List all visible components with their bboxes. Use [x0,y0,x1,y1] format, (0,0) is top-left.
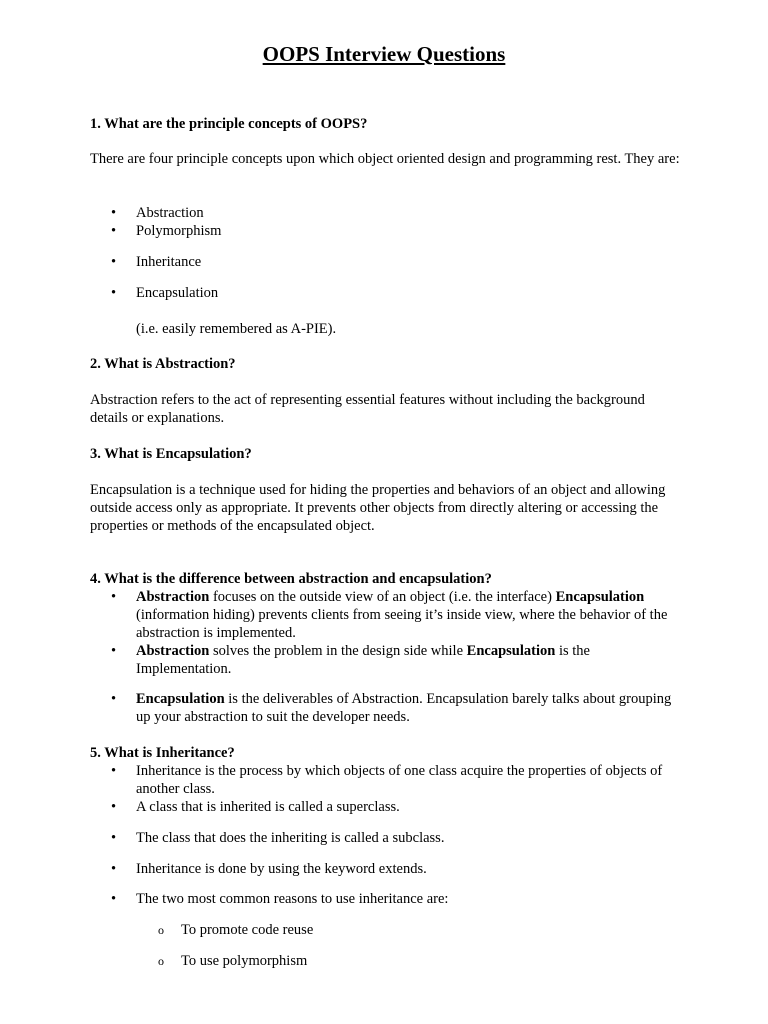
question-2-body: Abstraction refers to the act of representing essential features without including the background details or explanations. [90,392,645,426]
question-5-sublist-cont [90,952,682,970]
term: Encapsulation [136,691,225,707]
text: (information hiding) prevents clients from seeing it’s inside view, where the behavior of the abstraction is implemented. [136,607,668,641]
list-item [90,588,682,642]
list-item [90,642,682,678]
question-1-intro: There are four principle concepts upon which object oriented design and programming rest. They are: [90,151,680,167]
list-item [90,690,682,726]
question-4-heading: 4. What is the difference between abstraction and encapsulation? [90,571,492,587]
question-3-body: Encapsulation is a technique used for hiding the properties and behaviors of an object and allowing outside access only as appropriate. It prevents other objects from directly altering or accessing the properties or methods of the encapsulated object. [90,482,666,534]
text: focuses on the outside view of an object (i.e. the interface) [209,589,556,605]
question-5-list-cont [90,829,682,847]
list-item: • Inheritance is done by using the keyword extends. [90,860,682,878]
question-5-list-cont-2 [90,860,682,878]
question-2-heading: 2. What is Abstraction? [90,356,236,372]
list-item: • The class that does the inheriting is called a subclass. [90,829,682,847]
term: Abstraction [136,643,210,659]
list-item: • Polymorphism [90,222,682,240]
question-1-list-cont-2 [90,284,682,302]
question-1-list [90,204,682,240]
document-title: OOPS Interview Questions [262,42,506,66]
list-item: • A class that is inherited is called a superclass. [90,798,682,816]
question-5-list-cont-3 [90,890,682,908]
text: solves the problem in the design side while [209,643,467,659]
term: Abstraction [136,589,210,605]
question-4-list-cont [90,690,682,726]
sub-list-item: o To promote code reuse [90,921,682,939]
question-5-sublist [90,921,682,939]
question-4-list [90,588,682,678]
question-5-heading: 5. What is Inheritance? [90,745,235,761]
list-item: • Inheritance [90,253,682,271]
text: is the deliverables of Abstraction. Encapsulation barely talks about grouping up your abstraction to suit the developer needs. [136,691,672,725]
list-item: • Encapsulation [90,284,682,302]
question-1-list-cont [90,253,682,271]
question-3-heading: 3. What is Encapsulation? [90,446,252,462]
term: Encapsulation [466,643,556,659]
question-1-note: (i.e. easily remembered as A-PIE). [136,321,337,337]
list-item: • The two most common reasons to use inheritance are: [90,890,682,908]
text: is the Implementation. [136,643,590,677]
list-item: • Abstraction [90,204,682,222]
question-1-heading: 1. What are the principle concepts of OOPS? [90,116,368,132]
sub-list-item: o To use polymorphism [90,952,682,970]
list-item: • Inheritance is the process by which objects of one class acquire the properties of objects of another class. [90,762,682,798]
term: Encapsulation [555,589,645,605]
question-5-list [90,762,682,816]
